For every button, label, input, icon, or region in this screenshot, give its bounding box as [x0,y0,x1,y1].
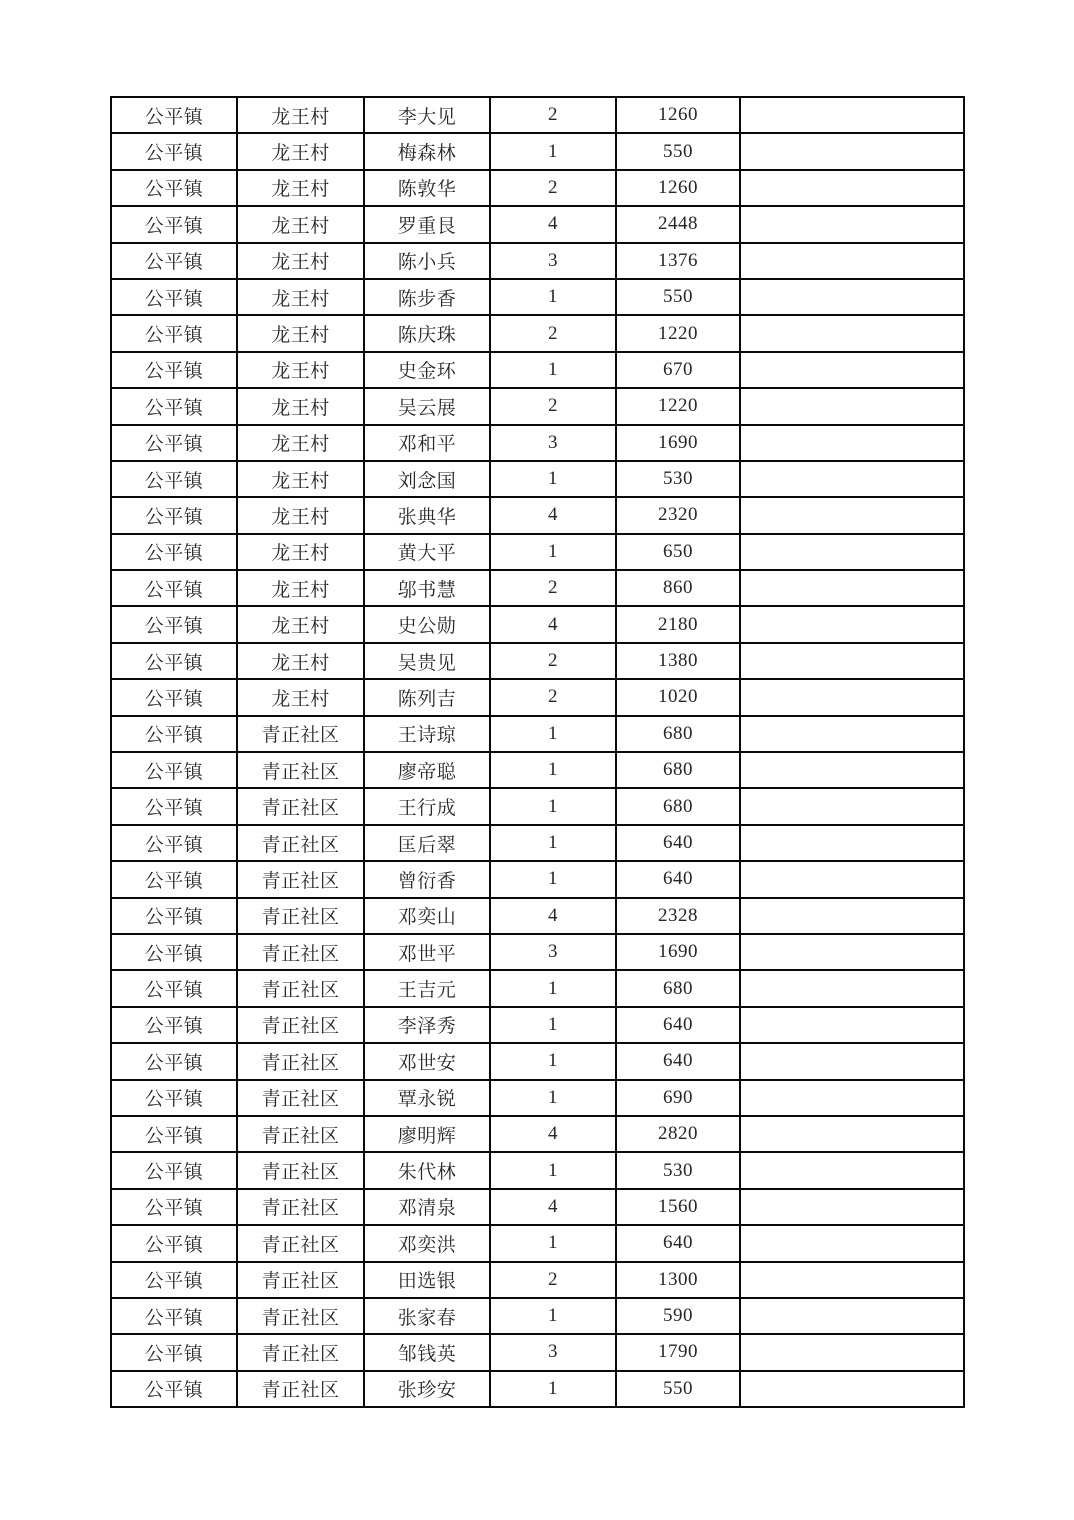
cell-village: 龙王村 [237,243,364,279]
table-row [111,1298,964,1334]
table-row [111,97,964,133]
cell-amount: 680 [616,788,740,824]
cell-name: 田选银 [364,1262,490,1298]
cell-count: 1 [490,1043,616,1079]
cell-town: 公平镇 [111,643,237,679]
cell-village: 龙王村 [237,461,364,497]
cell-note [740,970,964,1006]
cell-town: 公平镇 [111,1080,237,1116]
table-row [111,1116,964,1152]
cell-name: 朱代林 [364,1152,490,1188]
cell-note [740,679,964,715]
table-row [111,570,964,606]
table-row [111,497,964,533]
cell-name: 邓清泉 [364,1189,490,1225]
cell-count: 1 [490,1007,616,1043]
cell-name: 李泽秀 [364,1007,490,1043]
cell-count: 2 [490,643,616,679]
cell-count: 1 [490,752,616,788]
cell-count: 1 [490,352,616,388]
cell-town: 公平镇 [111,1116,237,1152]
cell-count: 3 [490,934,616,970]
cell-name: 陈庆珠 [364,315,490,351]
cell-note [740,1334,964,1370]
cell-name: 罗重艮 [364,206,490,242]
cell-village: 龙王村 [237,425,364,461]
cell-count: 2 [490,1262,616,1298]
cell-note [740,425,964,461]
cell-village: 青正社区 [237,898,364,934]
table-row [111,970,964,1006]
cell-amount: 670 [616,352,740,388]
table-row [111,934,964,970]
cell-name: 邹钱英 [364,1334,490,1370]
cell-count: 4 [490,497,616,533]
cell-count: 1 [490,716,616,752]
cell-amount: 680 [616,970,740,1006]
cell-town: 公平镇 [111,497,237,533]
table-row [111,279,964,315]
cell-amount: 1220 [616,388,740,424]
table-row [111,133,964,169]
cell-count: 2 [490,388,616,424]
cell-village: 青正社区 [237,970,364,1006]
table-row [111,1152,964,1188]
cell-name: 吴贵见 [364,643,490,679]
cell-note [740,1298,964,1334]
cell-count: 1 [490,788,616,824]
cell-name: 张家春 [364,1298,490,1334]
cell-town: 公平镇 [111,315,237,351]
cell-amount: 550 [616,1371,740,1407]
table-row [111,1043,964,1079]
cell-amount: 690 [616,1080,740,1116]
table-row [111,461,964,497]
cell-note [740,643,964,679]
cell-amount: 2448 [616,206,740,242]
cell-village: 青正社区 [237,825,364,861]
cell-count: 3 [490,1334,616,1370]
cell-amount: 1790 [616,1334,740,1370]
cell-amount: 530 [616,1152,740,1188]
cell-village: 青正社区 [237,788,364,824]
table-row [111,606,964,642]
cell-town: 公平镇 [111,206,237,242]
cell-village: 青正社区 [237,1116,364,1152]
cell-village: 龙王村 [237,570,364,606]
cell-town: 公平镇 [111,279,237,315]
cell-village: 龙王村 [237,679,364,715]
cell-name: 覃永锐 [364,1080,490,1116]
cell-town: 公平镇 [111,716,237,752]
cell-town: 公平镇 [111,1225,237,1261]
cell-village: 青正社区 [237,716,364,752]
cell-note [740,534,964,570]
cell-amount: 2320 [616,497,740,533]
cell-village: 龙王村 [237,279,364,315]
cell-name: 李大见 [364,97,490,133]
cell-village: 青正社区 [237,1334,364,1370]
cell-name: 邓世安 [364,1043,490,1079]
table-row [111,716,964,752]
cell-count: 1 [490,861,616,897]
cell-town: 公平镇 [111,752,237,788]
cell-note [740,898,964,934]
cell-name: 史公勋 [364,606,490,642]
cell-note [740,206,964,242]
cell-name: 邬书慧 [364,570,490,606]
cell-name: 王吉元 [364,970,490,1006]
cell-count: 4 [490,1116,616,1152]
cell-count: 4 [490,1189,616,1225]
cell-village: 青正社区 [237,1262,364,1298]
cell-village: 青正社区 [237,1152,364,1188]
cell-town: 公平镇 [111,679,237,715]
table-row [111,788,964,824]
cell-count: 3 [490,425,616,461]
cell-count: 1 [490,1371,616,1407]
cell-amount: 1560 [616,1189,740,1225]
cell-village: 青正社区 [237,752,364,788]
cell-town: 公平镇 [111,606,237,642]
table-row [111,861,964,897]
cell-name: 梅森林 [364,133,490,169]
cell-town: 公平镇 [111,825,237,861]
table-row [111,206,964,242]
cell-note [740,1225,964,1261]
cell-amount: 550 [616,133,740,169]
cell-village: 龙王村 [237,97,364,133]
cell-count: 1 [490,461,616,497]
table-row [111,315,964,351]
cell-amount: 2180 [616,606,740,642]
cell-village: 龙王村 [237,534,364,570]
cell-town: 公平镇 [111,388,237,424]
cell-amount: 1260 [616,97,740,133]
cell-note [740,497,964,533]
cell-note [740,1043,964,1079]
cell-amount: 1376 [616,243,740,279]
cell-village: 青正社区 [237,1371,364,1407]
cell-note [740,1007,964,1043]
cell-note [740,1116,964,1152]
cell-amount: 1220 [616,315,740,351]
table-row [111,1334,964,1370]
cell-name: 陈敦华 [364,170,490,206]
cell-count: 4 [490,206,616,242]
cell-village: 龙王村 [237,643,364,679]
cell-note [740,279,964,315]
cell-town: 公平镇 [111,1007,237,1043]
cell-amount: 1380 [616,643,740,679]
cell-town: 公平镇 [111,461,237,497]
cell-note [740,243,964,279]
cell-note [740,934,964,970]
cell-amount: 1690 [616,425,740,461]
cell-name: 张典华 [364,497,490,533]
cell-note [740,97,964,133]
cell-town: 公平镇 [111,1189,237,1225]
cell-town: 公平镇 [111,425,237,461]
cell-amount: 640 [616,1225,740,1261]
cell-count: 2 [490,570,616,606]
cell-note [740,1371,964,1407]
cell-town: 公平镇 [111,97,237,133]
cell-note [740,752,964,788]
cell-note [740,1262,964,1298]
cell-town: 公平镇 [111,1298,237,1334]
table-row [111,1371,964,1407]
table-row [111,1189,964,1225]
cell-note [740,1189,964,1225]
table-row [111,825,964,861]
cell-note [740,315,964,351]
cell-count: 2 [490,170,616,206]
table-row [111,752,964,788]
cell-count: 1 [490,1298,616,1334]
cell-town: 公平镇 [111,352,237,388]
cell-name: 曾衍香 [364,861,490,897]
cell-count: 4 [490,606,616,642]
cell-note [740,1152,964,1188]
cell-village: 龙王村 [237,170,364,206]
cell-village: 青正社区 [237,1080,364,1116]
cell-count: 1 [490,970,616,1006]
cell-amount: 590 [616,1298,740,1334]
cell-name: 黄大平 [364,534,490,570]
cell-village: 龙王村 [237,133,364,169]
cell-name: 邓奕洪 [364,1225,490,1261]
cell-count: 1 [490,534,616,570]
cell-village: 青正社区 [237,1298,364,1334]
cell-note [740,461,964,497]
table-body [111,97,964,1407]
cell-town: 公平镇 [111,243,237,279]
cell-amount: 640 [616,825,740,861]
cell-count: 1 [490,1080,616,1116]
cell-town: 公平镇 [111,1043,237,1079]
cell-amount: 640 [616,861,740,897]
table-row [111,534,964,570]
table-row [111,352,964,388]
cell-note [740,716,964,752]
cell-name: 陈小兵 [364,243,490,279]
cell-village: 龙王村 [237,352,364,388]
cell-town: 公平镇 [111,970,237,1006]
table-row [111,425,964,461]
cell-village: 青正社区 [237,1189,364,1225]
cell-count: 2 [490,315,616,351]
cell-name: 陈列吉 [364,679,490,715]
cell-note [740,788,964,824]
cell-amount: 640 [616,1043,740,1079]
table-row [111,243,964,279]
cell-town: 公平镇 [111,534,237,570]
table-row [111,170,964,206]
cell-town: 公平镇 [111,934,237,970]
cell-town: 公平镇 [111,1262,237,1298]
cell-village: 青正社区 [237,1225,364,1261]
cell-amount: 680 [616,716,740,752]
cell-amount: 1690 [616,934,740,970]
table-row [111,1225,964,1261]
table-row [111,898,964,934]
cell-amount: 640 [616,1007,740,1043]
table-row [111,1262,964,1298]
cell-note [740,133,964,169]
cell-note [740,570,964,606]
cell-count: 1 [490,1152,616,1188]
cell-note [740,861,964,897]
cell-count: 3 [490,243,616,279]
cell-note [740,388,964,424]
table-row [111,1080,964,1116]
cell-name: 刘念国 [364,461,490,497]
cell-amount: 530 [616,461,740,497]
cell-count: 1 [490,133,616,169]
cell-amount: 2328 [616,898,740,934]
cell-name: 匡后翠 [364,825,490,861]
cell-name: 张珍安 [364,1371,490,1407]
cell-village: 青正社区 [237,1007,364,1043]
cell-town: 公平镇 [111,1334,237,1370]
cell-amount: 680 [616,752,740,788]
cell-note [740,606,964,642]
cell-amount: 1260 [616,170,740,206]
table-row [111,679,964,715]
cell-note [740,1080,964,1116]
cell-village: 龙王村 [237,606,364,642]
cell-name: 陈步香 [364,279,490,315]
table-row [111,388,964,424]
cell-town: 公平镇 [111,570,237,606]
cell-name: 邓世平 [364,934,490,970]
cell-name: 邓和平 [364,425,490,461]
cell-note [740,352,964,388]
cell-village: 青正社区 [237,1043,364,1079]
cell-amount: 1020 [616,679,740,715]
cell-note [740,170,964,206]
cell-count: 1 [490,1225,616,1261]
cell-village: 青正社区 [237,861,364,897]
cell-town: 公平镇 [111,170,237,206]
cell-name: 廖明辉 [364,1116,490,1152]
cell-name: 王行成 [364,788,490,824]
cell-count: 4 [490,898,616,934]
cell-village: 龙王村 [237,206,364,242]
cell-town: 公平镇 [111,1371,237,1407]
cell-village: 龙王村 [237,497,364,533]
cell-town: 公平镇 [111,133,237,169]
cell-count: 1 [490,279,616,315]
cell-village: 龙王村 [237,315,364,351]
cell-amount: 650 [616,534,740,570]
cell-count: 2 [490,97,616,133]
cell-town: 公平镇 [111,788,237,824]
cell-amount: 860 [616,570,740,606]
cell-name: 王诗琼 [364,716,490,752]
cell-name: 邓奕山 [364,898,490,934]
cell-town: 公平镇 [111,1152,237,1188]
table-row [111,1007,964,1043]
cell-amount: 1300 [616,1262,740,1298]
cell-name: 史金环 [364,352,490,388]
cell-town: 公平镇 [111,898,237,934]
cell-amount: 2820 [616,1116,740,1152]
cell-name: 廖帝聪 [364,752,490,788]
cell-count: 2 [490,679,616,715]
cell-village: 青正社区 [237,934,364,970]
cell-amount: 550 [616,279,740,315]
cell-town: 公平镇 [111,861,237,897]
cell-note [740,825,964,861]
subsidy-table [110,96,965,1408]
cell-village: 龙王村 [237,388,364,424]
cell-count: 1 [490,825,616,861]
cell-name: 吴云展 [364,388,490,424]
table-row [111,643,964,679]
